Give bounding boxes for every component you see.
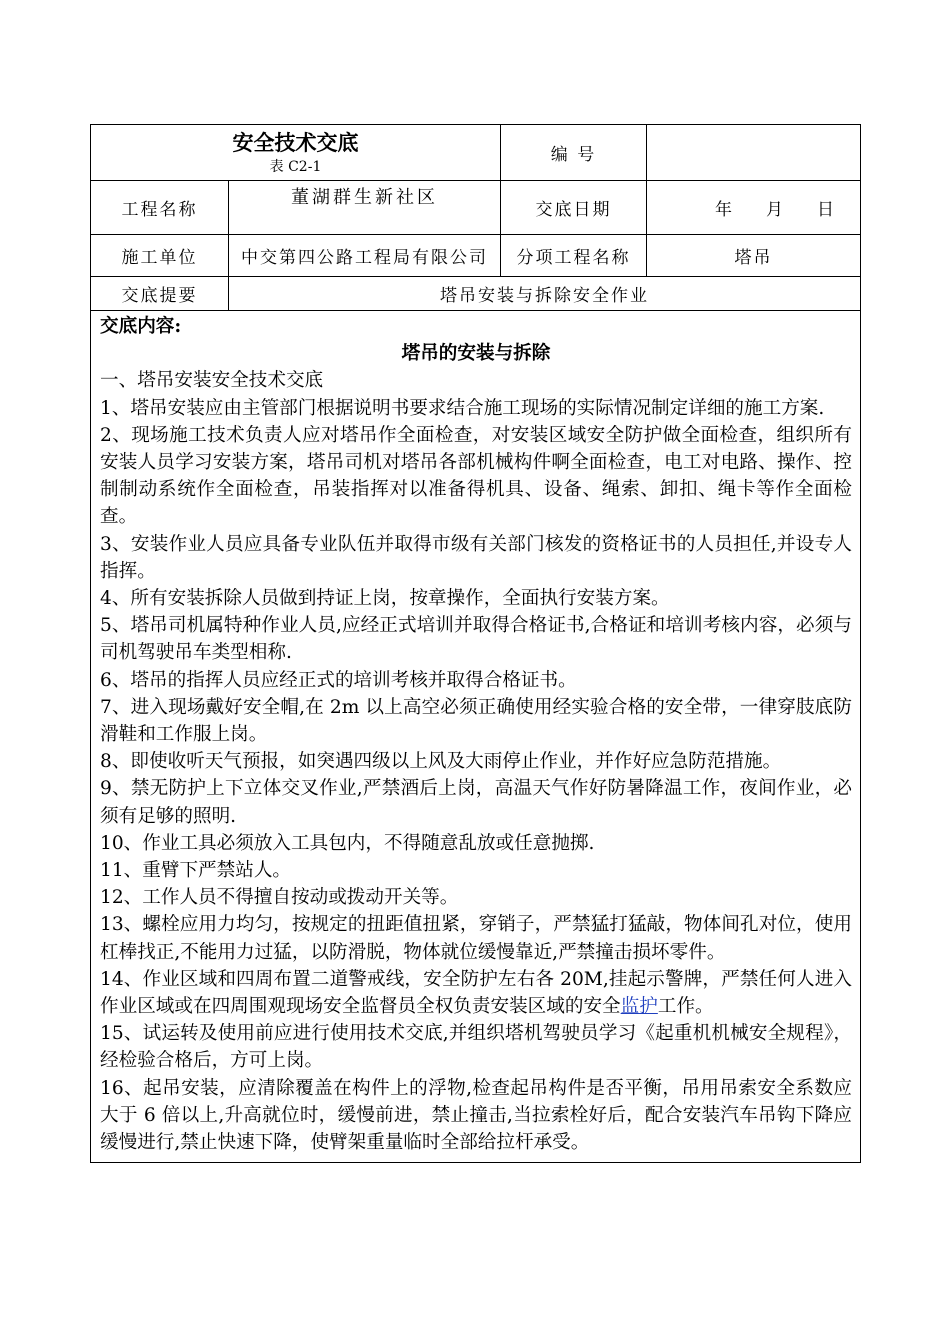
list-item: 9、禁无防护上下立体交叉作业,严禁酒后上岗，高温天气作好防暑降温工作，夜间作业，必须有足够的照明. — [100, 778, 852, 827]
list-item: 8、即使收听天气预报，如突遇四级以上风及大雨停止作业，并作好应急防范措施。 — [100, 751, 782, 773]
list-item-14 — [100, 966, 852, 1020]
list-item: 15、试运转及使用前应进行使用技术交底,并组织塔机驾驶员学习《起重机机械安全规程》，经检验合格后，方可上岗。 — [100, 1023, 852, 1072]
form-title: 安全技术交底 — [232, 129, 359, 155]
list-item: 16、起吊安装，应清除覆盖在构件上的浮物,检查起吊构件是否平衡，吊用吊索安全系数应大于 6 倍以上,升高就位时，缓慢前进，禁止撞击,当拉索栓好后，配合安装汽车吊钩下降应缓慢进行,禁止快速下降，使臂架重量临时全部给拉杆承受。 — [100, 1077, 852, 1154]
form-title-cell — [91, 125, 501, 180]
summary-value: 塔吊安装与拆除安全作业 — [440, 286, 649, 306]
summary-row — [91, 277, 860, 311]
list-item: 5、塔吊司机属特种作业人员,应经正式培训并取得合格证书,合格证和培训考核内容，必须与司机驾驶吊车类型相称. — [100, 615, 852, 664]
supervision-link[interactable]: 监护 — [620, 996, 658, 1018]
list-item: 3、安装作业人员应具备专业队伍并取得市级有关部门核发的资格证书的人员担任,并设专人指挥。 — [100, 533, 852, 582]
list-item: 11、重臂下严禁站人。 — [100, 860, 292, 882]
list-item: 7、进入现场戴好安全帽,在 2m 以上高空必须正确使用经实验合格的安全带，一律穿肢底防滑鞋和工作服上岗。 — [100, 696, 852, 746]
header-row — [91, 125, 860, 181]
content-title: 塔吊的安装与拆除 — [401, 343, 551, 365]
project-row — [91, 181, 860, 235]
subproject-value: 塔吊 — [734, 248, 773, 268]
unit-label: 施工单位 — [91, 235, 229, 276]
summary-label: 交底提要 — [91, 277, 229, 310]
subproject-label: 分项工程名称 — [501, 235, 647, 276]
disclosure-form — [90, 124, 861, 1163]
number-value — [647, 125, 860, 180]
project-label: 工程名称 — [91, 181, 229, 234]
date-label: 交底日期 — [501, 181, 647, 234]
disclosure-content — [91, 311, 860, 1162]
date-day: 日 — [817, 200, 834, 220]
number-label: 编 号 — [501, 125, 647, 180]
project-value: 董湖群生新社区 — [291, 187, 438, 208]
unit-value: 中交第四公路工程局有限公司 — [229, 235, 501, 276]
form-code: 表 C2-1 — [269, 158, 322, 175]
list-item: 6、塔吊的指挥人员应经正式的培训考核并取得合格证书。 — [100, 669, 577, 691]
list-item: 13、螺栓应用力均匀，按规定的扭距值扭紧，穿销子，严禁猛打猛敲，物体间孔对位，使用杠棒找正,不能用力过猛，以防滑脱，物体就位缓慢靠近,严禁撞击损坏零件。 — [100, 914, 852, 963]
date-year: 年 — [715, 200, 732, 220]
section-heading: 一、塔吊安装安全技术交底 — [100, 370, 324, 392]
list-item: 10、作业工具必须放入工具包内，不得随意乱放或任意抛掷. — [100, 832, 595, 854]
unit-row — [91, 235, 860, 277]
list-item: 2、现场施工技术负责人应对塔吊作全面检查，对安装区域安全防护做全面检查，组织所有安装人员学习安装方案，塔吊司机对塔吊各部机械构件啊全面检查，电工对电路、操作、控制制动系统作全面检查，吊装指挥对以准备得机具、设备、绳索、卸扣、绳卡等作全面检查。 — [100, 424, 852, 528]
item14-text: 14、作业区域和四周布置二道警戒线，安全防护左右各 20M,挂起示警牌，严禁任何人进入作业区域或在四周围观现场安全监督员全权负责安装区域的安全 — [100, 968, 852, 1018]
list-item: 4、所有安装拆除人员做到持证上岗，按章操作，全面执行安装方案。 — [100, 588, 670, 610]
project-value-cell — [229, 181, 501, 234]
date-month: 月 — [766, 200, 783, 220]
list-item: 1、塔吊安装应由主管部门根据说明书要求结合施工现场的实际情况制定详细的施工方案. — [100, 397, 825, 419]
content-heading: 交底内容: — [100, 316, 182, 337]
date-value — [647, 181, 860, 234]
item14-tail: 工作。 — [657, 996, 714, 1018]
list-item: 12、工作人员不得擅自按动或拨动开关等。 — [100, 887, 459, 909]
